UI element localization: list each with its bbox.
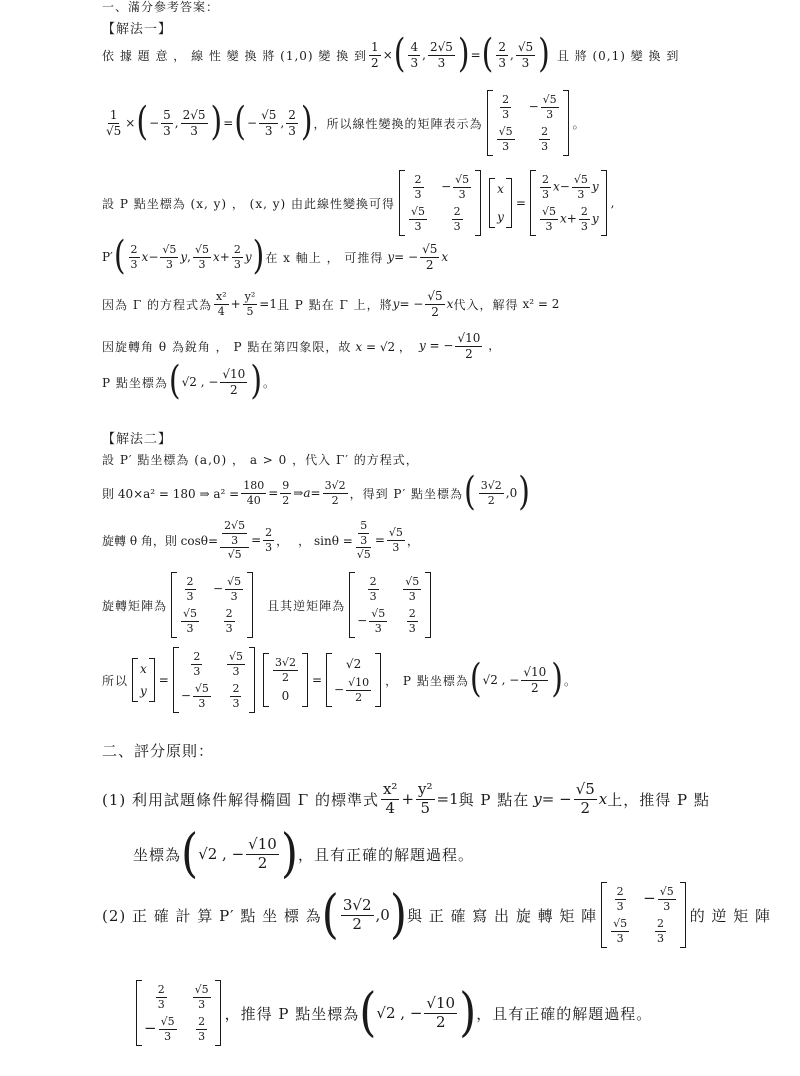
method1-l5-text-c: 代入，解得 bbox=[453, 297, 519, 312]
rule2-text: (2) 正 確 計 算 P′ 點 坐 標 為 bbox=[102, 906, 322, 925]
method1-line7: P 點坐標為 ( √2 , − $\frac{√10}{2}$ ) 。 bbox=[102, 358, 276, 405]
xy-vector: x y bbox=[489, 178, 512, 228]
method1-l6-text: 因旋轉角 θ 為銳角 ， P 點在第四象限，故 bbox=[102, 339, 352, 354]
section2-title: 二、評分原則： bbox=[102, 742, 215, 760]
method1-line1: 依 據 題 意 ， 線 性 變 換 將 (1,0) 變 換 到 $\frac{1}{2}$ × ( $\frac{4}{3}$ , $\frac{2√5}{3}$ ) = ( $\frac{2}{3}$ , $\frac{√5}{3}$ ) 且 將 (0,1) 變 換 到 bbox=[102, 31, 680, 78]
rule1-text-b: 與 P 點在 bbox=[458, 790, 530, 809]
method1-l5-text-b: 且 P 點在 Γ 上，將 bbox=[276, 297, 393, 312]
method1-l5-result: x² = 2 bbox=[522, 297, 560, 312]
rule1-line1: (1) 利用試題條件解得橢圓 Γ 的標準式 $\frac{\text{x²}}{4}$ + $\frac{\text{y²}}{5}$ =1 與 P 點在 y = − $\frac{√5}{2}$ x 上，推得 P 點 bbox=[102, 780, 710, 817]
rule1-line2: 坐標為 ( √2 , − $\frac{√10}{2}$ ) ，且有正確的解題過程。 bbox=[133, 822, 475, 884]
rule2-line1: (2) 正 確 計 算 P′ 點 坐 標 為 ( $\frac{3√2}{2}$ ,0 ) 與 正 確 寫 出 旋 轉 矩 陣 $\frac{2}{3}$ − $\frac{√5}{3}$ $\frac{√5}{3}$ $\frac{2}{3}$ 的 逆 矩 陣 bbox=[102, 882, 771, 948]
rotation-matrix: $\frac{2}{3}$ − $\frac{√5}{3}$ $\frac{√5}{3}$ $\frac{2}{3}$ bbox=[399, 170, 481, 236]
rule1-text: (1) 利用試題條件解得橢圓 Γ 的標準式 bbox=[102, 790, 379, 809]
rule1-text-d: 坐標為 bbox=[133, 845, 182, 864]
point-vector: $\frac{3√2}{2}$ 0 bbox=[263, 653, 308, 707]
method1-l7-text: P 點坐標為 bbox=[102, 375, 168, 390]
method1-line4: P′ ( $\frac{2}{3}$ x − $\frac{√5}{3}$ y , $\frac{√5}{3}$ x + $\frac{2}{3}$ y ) 在 x 軸上 ， 可推得 y = − $\frac{√5}{2}$ x bbox=[102, 233, 449, 280]
method2-line2: 則 40×a² = 180 ⇒ a² = $\frac{180}{40}$ = $\frac{9}{2}$ ⇒ a = $\frac{3√2}{2}$ ，得到 P′ 點坐標為 ( $\frac{3√2}{2}$ ,0 ) bbox=[102, 469, 530, 516]
method1-l3-text: 設 P 點坐標為 (x, y) ， (x, y) 由此線性變換可得 bbox=[102, 196, 396, 211]
method1-l2-text: ，所以線性變換的矩陣表示為 bbox=[313, 116, 483, 131]
method2-line1 bbox=[102, 451, 419, 468]
method1-line5: 因為 Γ 的方程式為 $\frac{\text{x²}}{4}$ + $\frac{\text{y²}}{5}$ =1 且 P 點在 Γ 上，將 y = − $\frac{√5}{2}$ x 代入，解得 x² = 2 bbox=[102, 289, 560, 319]
rule2-text-d: ，推得 P 點坐標為 bbox=[224, 1004, 360, 1023]
inverse-matrix: $\frac{2}{3}$ $\frac{√5}{3}$ − $\frac{√5}{3}$ $\frac{2}{3}$ bbox=[136, 980, 221, 1046]
method2-l2-text: 則 40×a² = 180 ⇒ a² = bbox=[102, 486, 240, 501]
method1-l1-text: 依 據 題 意 ， 線 性 變 換 將 (1,0) 變 換 到 bbox=[102, 48, 368, 63]
inverse-matrix: $\frac{2}{3}$ $\frac{√5}{3}$ − $\frac{√5}{3}$ $\frac{2}{3}$ bbox=[173, 647, 255, 713]
method2-line5: 所以 x y = $\frac{2}{3}$ $\frac{√5}{3}$ − $\frac{√5}{3}$ $\frac{2}{3}$ $\frac{3√2}{2}$ 0 = √2 − $\frac{√10}{2}$ ， P 點坐標為 ( √2 , − $\frac{√10}{2}$ ) 。 bbox=[102, 647, 576, 713]
xy-vector: x y bbox=[132, 658, 155, 702]
method1-line2: $\frac{1}{√5}$ × ( − $\frac{5}{3}$ , $\frac{2√5}{3}$ ) = ( − $\frac{√5}{3}$ , $\frac{2}{3}$ ) ，所以線性變換的矩陣表示為 $\frac{2}{3}$ − $\frac{√5}{3}$ $\frac{√5}{3}$ $\frac{2}{3}$ 。 bbox=[102, 90, 585, 156]
period: 。 bbox=[572, 116, 585, 131]
method1-l1-text-b: 且 將 (0,1) 變 換 到 bbox=[556, 48, 680, 63]
answer-vector: √2 − $\frac{√10}{2}$ bbox=[326, 653, 381, 707]
rule1-text-c: 上，推得 P 點 bbox=[607, 790, 710, 809]
rotation-matrix: $\frac{2}{3}$ − $\frac{√5}{3}$ $\frac{√5}{3}$ $\frac{2}{3}$ bbox=[487, 90, 569, 156]
method1-l4-text: 在 x 軸上 ， 可推得 bbox=[265, 250, 384, 265]
rule2-line2: $\frac{2}{3}$ $\frac{√5}{3}$ − $\frac{√5}{3}$ $\frac{2}{3}$ ，推得 P 點坐標為 ( √2 , − $\frac{√10}{2}$ ) ，且有正確的解題過程。 bbox=[136, 980, 652, 1046]
method2-line4 bbox=[102, 572, 435, 638]
method1-heading: 【解法一】 bbox=[102, 22, 173, 37]
method1-line3: 設 P 點坐標為 (x, y) ， (x, y) 由此線性變換可得 $\frac{2}{3}$ − $\frac{√5}{3}$ $\frac{√5}{3}$ $\frac{2}{3}$ x y = $\frac{2}{3}$ x− $\frac{√5}{3}$ y $\frac{√5}{3}$ x+ $\frac{2}{3}$ y , bbox=[102, 170, 614, 236]
rotation-matrix: $\frac{2}{3}$ − $\frac{√5}{3}$ $\frac{√5}{3}$ $\frac{2}{3}$ bbox=[171, 572, 253, 638]
method2-l2-text-b: ，得到 P′ 點坐標為 bbox=[349, 486, 464, 501]
method2-l5-text-b: ， P 點坐標為 bbox=[385, 673, 469, 688]
rule2-text-b: 與 正 確 寫 出 旋 轉 矩 陣 bbox=[406, 906, 598, 925]
result-vector: $\frac{2}{3}$ x− $\frac{√5}{3}$ y $\frac{√5}{3}$ x+ $\frac{2}{3}$ y bbox=[530, 170, 607, 236]
method2-line3: 旋轉 θ 角，則 cosθ= $\frac{\frac{2√5}{3}}{√5}$ = $\frac{2}{3}$ ， ， sinθ = $\frac{\frac{5}{3}}{√5}$ = $\frac{√5}{3}$ ， bbox=[102, 519, 419, 562]
rule2-text-c: 的 逆 矩 陣 bbox=[689, 906, 772, 925]
period: 。 bbox=[563, 673, 576, 688]
method2-l3-text-b: ， sinθ = bbox=[298, 533, 353, 548]
fraction: $\frac{1}{2}$ bbox=[371, 39, 379, 70]
method1-line6: 因旋轉角 θ 為銳角 ， P 點在第四象限，故 x = √2 ， y = − $\frac{√10}{2}$ ， bbox=[102, 331, 501, 361]
method2-l1-text: 設 P′ 點坐標為 (a,0) ， a > 0 ，代入 Γ′ 的方程式， bbox=[102, 453, 419, 467]
rotation-matrix: $\frac{2}{3}$ − $\frac{√5}{3}$ $\frac{√5}{3}$ $\frac{2}{3}$ bbox=[601, 882, 686, 948]
method1-l5-text: 因為 Γ 的方程式為 bbox=[102, 297, 212, 312]
method2-l4-text: 旋轉矩陣為 bbox=[102, 598, 168, 613]
section1-title: 一、滿分參考答案： bbox=[102, 0, 220, 14]
method2-l3-text: 旋轉 θ 角，則 cosθ= bbox=[102, 533, 219, 548]
rule2-text-e: ，且有正確的解題過程。 bbox=[476, 1004, 653, 1023]
method2-heading: 【解法二】 bbox=[102, 432, 173, 447]
method2-l4-text-b: 且其逆矩陣為 bbox=[267, 598, 346, 613]
method2-l5-text: 所以 bbox=[102, 673, 129, 688]
period: 。 bbox=[263, 375, 276, 390]
rule1-text-e: ，且有正確的解題過程。 bbox=[298, 845, 475, 864]
inverse-matrix: $\frac{2}{3}$ $\frac{√5}{3}$ − $\frac{√5}{3}$ $\frac{2}{3}$ bbox=[349, 572, 431, 638]
